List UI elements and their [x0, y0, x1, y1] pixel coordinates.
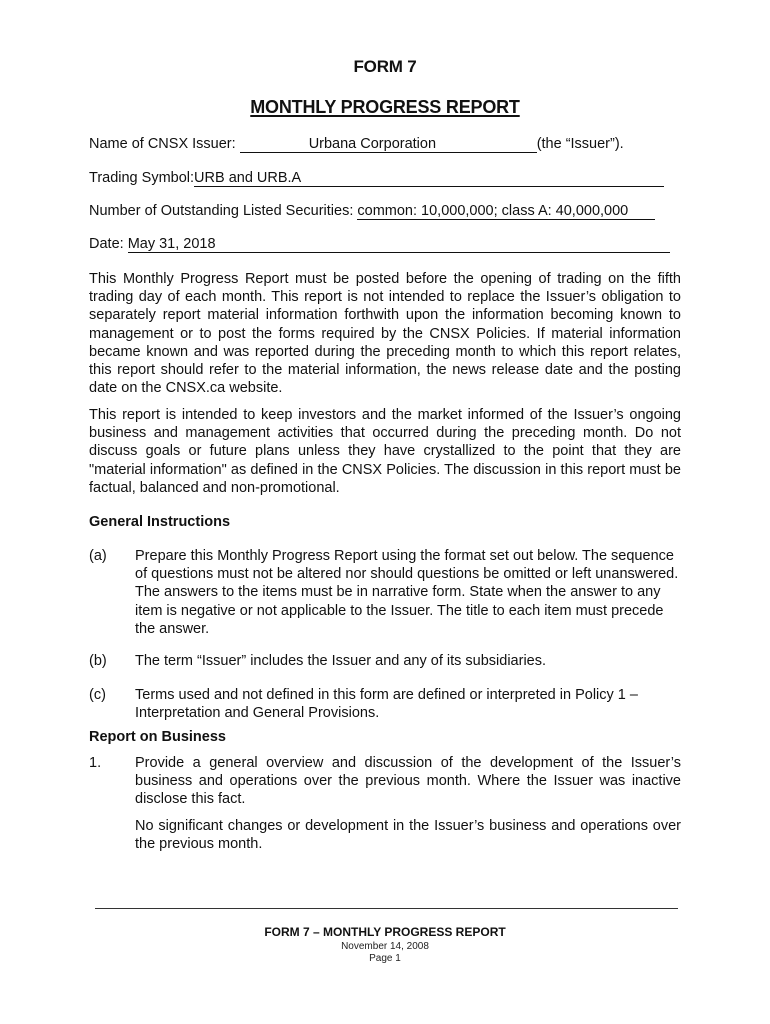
item-marker: (a)	[89, 548, 107, 564]
report-on-business-heading: Report on Business	[89, 729, 226, 745]
item-text: The term “Issuer” includes the Issuer and any of its subsidiaries.	[135, 653, 547, 669]
item-text: Prepare this Monthly Progress Report using the format set out below. The sequence of questions must not be altered nor should questions be omitted or left unanswered. The answers to the items must be in narrative form. State when the answer to any item is negative or not applicable to the Issuer. The title to each item must precede the answer.	[135, 548, 679, 637]
securities-value: common: 10,000,000; class A: 40,000,000	[357, 203, 655, 220]
business-item-1	[89, 754, 681, 809]
report-title-text: MONTHLY PROGRESS REPORT	[250, 97, 520, 117]
report-title	[0, 97, 770, 118]
issuer-name-field	[89, 135, 624, 153]
footer-date: November 14, 2008	[341, 941, 429, 952]
business-item-1-answer: No significant changes or development in the Issuer’s business and operations over the previous month.	[135, 818, 681, 853]
trading-symbol-value: URB and URB.A	[194, 170, 664, 187]
general-instructions-heading: General Instructions	[89, 514, 231, 530]
footer-title: FORM 7 – MONTHLY PROGRESS REPORT	[264, 925, 506, 939]
instruction-item-c	[89, 686, 681, 722]
item-question: Provide a general overview and discussion of the development of the Issuer’s business and operations over the previous month. Where the Issuer was inactive disclose this fact.	[135, 755, 681, 808]
item-marker: (c)	[89, 687, 106, 703]
trading-symbol-field	[89, 169, 664, 187]
footer-divider	[95, 908, 678, 909]
date-label: Date:	[89, 236, 128, 252]
issuer-value: Urbana Corporation	[308, 136, 437, 152]
issuer-label: Name of CNSX Issuer:	[89, 136, 240, 152]
form-title: FORM 7	[353, 57, 417, 76]
item-text: Terms used and not defined in this form are defined or interpreted in Policy 1 – Interpretation and General Provisions.	[135, 687, 638, 722]
instruction-item-a	[89, 547, 681, 638]
issuer-value-line	[240, 136, 537, 153]
trading-symbol-label: Trading Symbol:	[89, 170, 195, 186]
date-value: May 31, 2018	[128, 236, 670, 253]
item-marker: (b)	[89, 653, 107, 669]
intro-paragraph-1: This Monthly Progress Report must be posted before the opening of trading on the fifth trading day of each month. This report is not intended to replace the Issuer’s obligation to separately report material information forthwith upon the information becoming known to management or to post the forms required by the CNSX Policies. If material information became known and was reported during the preceding month to which this report relates, this report should refer to the material information, the news release date and the posting date on the CNSX.ca website.	[89, 271, 681, 397]
footer-page-number: Page 1	[369, 953, 401, 964]
date-field	[89, 235, 670, 253]
issuer-suffix: (the “Issuer”).	[536, 136, 624, 152]
item-marker: 1.	[89, 755, 102, 771]
instruction-item-b	[89, 652, 681, 670]
securities-label: Number of Outstanding Listed Securities:	[89, 203, 358, 219]
intro-paragraph-2: This report is intended to keep investors and the market informed of the Issuer’s ongoing business and management activities that occurred during the preceding month. Do not discuss goals or future plans unless they have crystallized to the point that they are "material information" as defined in the CNSX Policies. The discussion in this report must be factual, balanced and non-promotional.	[89, 407, 681, 496]
outstanding-securities-field	[89, 202, 655, 220]
